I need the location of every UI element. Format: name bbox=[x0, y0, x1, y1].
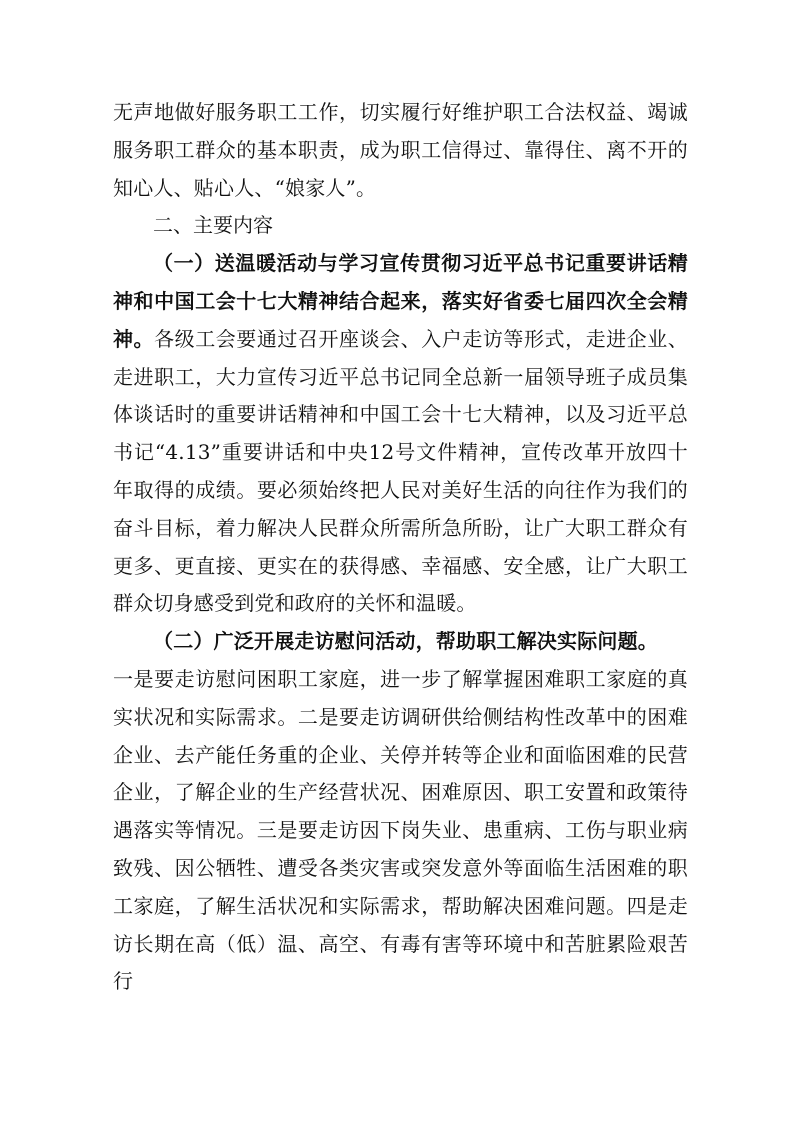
item-1-body: 各级工会要通过召开座谈会、入户走访等形式，走进企业、走进职工，大力宣传习近平总书记同全总新一届领导班子成员集体谈话时的重要讲话精神和中国工会十七大精神，以及习近平总书记“4.13”重要讲话和中央12号文件精神，宣传改革开放四十年取得的成绩。要必须始终把人民对美好生活的向往作为我们的奋斗目标，着力解决人民群众所需所急所盼，让广大职工群众有更多、更直接、更实在的获得感、幸福感、安全感，让广大职工群众切身感受到党和政府的关怀和温暖。 bbox=[113, 326, 689, 616]
item-1-paragraph bbox=[113, 245, 688, 623]
item-2-body: 一是要走访慰问困职工家庭，进一步了解掌握困难职工家庭的真实状况和实际需求。二是要走访调研供给侧结构性改革中的困难企业、去产能任务重的企业、关停并转等企业和面临困难的民营企业，了解企业的生产经营状况、困难原因、职工安置和政策待遇落实等情况。三是要走访因下岗失业、患重病、工伤与职业病致残、因公牺牲、遭受各类灾害或突发意外等面临生活困难的职工家庭，了解生活状况和实际需求，帮助解决困难问题。四是走访长期在高（低）温、高空、有毒有害等环境中和苦脏累险艰苦行 bbox=[113, 666, 688, 994]
section-heading: 二、主要内容 bbox=[153, 213, 273, 238]
document-page bbox=[113, 94, 688, 1001]
item-1-title: （一）送温暖活动与学习宣传贯彻习近平总书记重要讲话精神和中国工会十七大精神结合起来，落实好省委七届四次全会精神。 bbox=[113, 251, 688, 351]
item-2-paragraph bbox=[113, 623, 688, 1001]
item-2-title: （二）广泛开展走访慰问活动，帮助职工解决实际问题。 bbox=[153, 629, 658, 654]
intro-paragraph: 无声地做好服务职工工作，切实履行好维护职工合法权益、竭诚服务职工群众的基本职责，成为职工信得过、靠得住、离不开的知心人、贴心人、“娘家人”。 bbox=[113, 100, 688, 200]
